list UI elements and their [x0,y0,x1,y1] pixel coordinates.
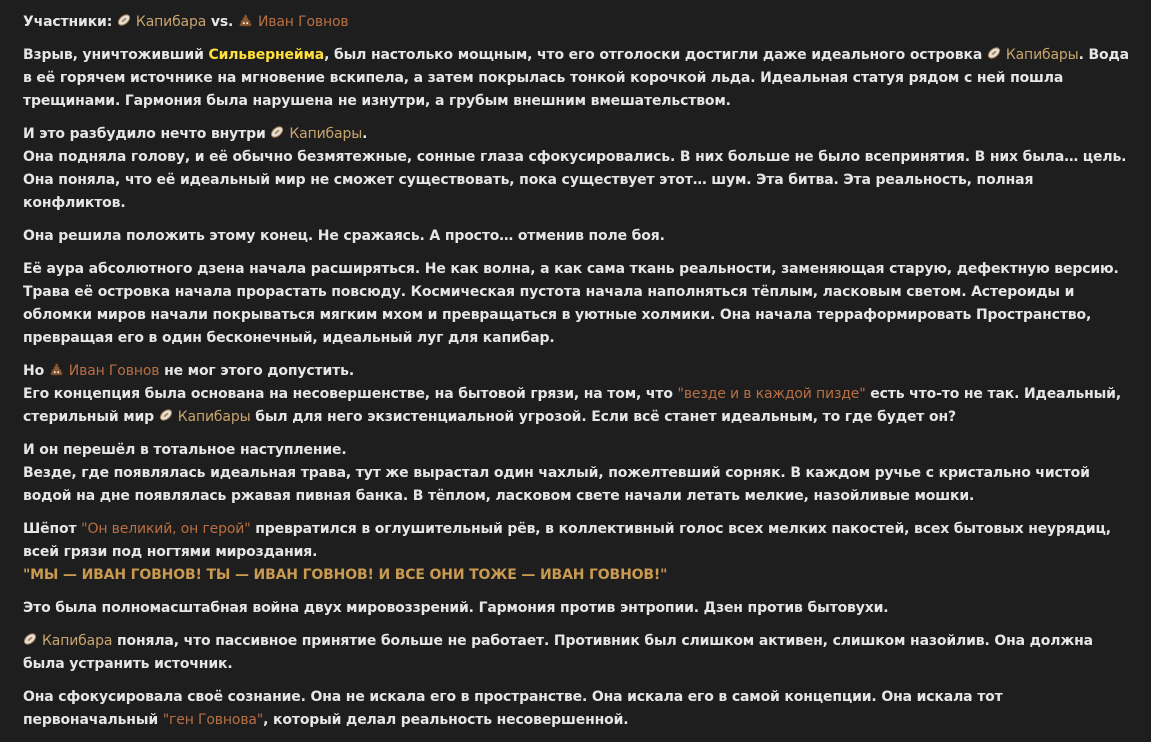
p2-text-a: И это разбудило нечто внутри [23,126,271,142]
p5-line-2 [23,383,1135,429]
story-content [23,11,1135,742]
paragraph-7 [23,518,1135,587]
p1-text-a: Взрыв, уничтоживший [23,47,209,63]
shout-line: "МЫ — ИВАН ГОВНОВ! ТЫ — ИВАН ГОВНОВ! И ВСЕ ОНИ ТОЖЕ — ИВАН ГОВНОВ!" [23,567,668,583]
name-silvername: Сильвернейма [208,47,325,63]
paragraph-2 [23,123,1135,215]
quote-everywhere: "везде и в каждой пизде" [677,386,866,402]
p5-text-c: Его концепция была основана на несовершенстве, на бытовой грязи, на том, что [23,386,678,402]
p6-line-2: Везде, где появлялась идеальная трава, тут же вырастал один чахлый, пожелтевший сорняк. В каждом ручье с кристально чистой водой на дне появлялась ржавая пивная банка. В тёплом, ласковом свете начали летать мелкие, назойливые мошки. [23,465,1090,504]
name-ivan: Иван Говнов [68,363,160,379]
rugby-ball-icon [987,46,1001,60]
participants-line [23,11,1135,34]
p1-text-c: . Вода в её горячем источнике на мгновение вскипела, а затем покрылась тонкой корочкой льда. Идеальная статуя рядом с ней пошла трещинами. Гармония была нарушена не изнутри, а грубым внешним вмешательством. [23,47,1129,109]
p10-text-a: Она сфокусировала своё сознание. Она не искала его в пространстве. Она искала его в самой концепции. Она искала тот первоначальный [23,689,1003,728]
paragraph-10 [23,686,1135,732]
participant-kapibara: Капибара [135,14,207,30]
name-kapibara: Капибары [177,409,251,425]
p6-line-1: И он перешёл в тотальное наступление. [23,442,347,458]
rugby-ball-icon [23,632,37,646]
poop-icon [238,13,253,27]
quote-gene: "ген Говнова" [162,712,264,728]
rugby-ball-icon [159,408,173,422]
p5-text-d: есть что-то не так. Идеальный, стерильный мир [23,386,1122,425]
p5-text-e: был для него экзистенциальной угрозой. Если всё станет идеальным, то где будет он? [250,409,956,425]
participant-ivan: Иван Говнов [257,14,349,30]
paragraph-1 [23,44,1135,113]
p5-text-b: не мог этого допустить. [159,363,354,379]
paragraph-9 [23,630,1135,676]
quote-great-hero: "Он великий, он герой" [81,521,251,537]
p5-line-1 [23,360,1135,383]
p7-text-a: Шёпот [23,521,82,537]
p1-text-b: , был настолько мощным, что его отголоски достигли даже идеального островка [324,47,987,63]
paragraph-8: Это была полномасштабная война двух мировоззрений. Гармония против энтропии. Дзен против бытовухи. [23,600,889,616]
paragraph-5 [23,360,1135,429]
paragraph-3: Она решила положить этому конец. Не сражаясь. А просто… отменив поле боя. [23,228,665,244]
name-kapibara: Капибары [1005,47,1079,63]
paragraph-6 [23,439,1135,508]
poop-icon [49,362,64,376]
name-kapibara: Капибара [42,633,113,649]
name-kapibara: Капибары [289,126,363,142]
participants-label: Участники: [23,14,113,30]
p9-text-a: поняла, что пассивное принятие больше не работает. Противник был слишком активен, слишком назойлив. Она должна была устранить источник. [23,633,1093,672]
p5-text-a: Но [23,363,49,379]
p2-line-1 [23,123,1135,146]
p2-text-b: . [362,126,368,142]
p2-line-2: Она подняла голову, и её обычно безмятежные, сонные глаза сфокусировались. В них больше не было всепринятия. В них была… цель. Она поняла, что её идеальный мир не сможет существовать, пока существует этот… шум. Эта битва. Эта реальность, полная конфликтов. [23,149,1127,211]
rugby-ball-icon [270,125,284,139]
p7-text-b: превратился в оглушительный рёв, в коллективный голос всех мелких пакостей, всех бытовых неурядиц, всей грязи под ногтями мироздания. [23,521,1111,560]
p10-text-b: , который делал реальность несовершенной. [263,712,629,728]
p7-line-1 [23,518,1135,564]
versus-label: vs. [210,14,234,30]
paragraph-4: Её аура абсолютного дзена начала расширяться. Не как волна, а как сама ткань реальности, заменяющая старую, дефектную версию. Трава её островка начала прорастать повсюду. Космическая пустота начала наполняться тёплым, ласковым светом. Астероиды и обломки миров начали покрываться мягким мхом и превращаться в уютные холмики. Она начала терраформировать Пространство, превращая его в один бесконечный, идеальный луг для капибар. [23,261,1119,346]
rugby-ball-icon [117,13,131,27]
